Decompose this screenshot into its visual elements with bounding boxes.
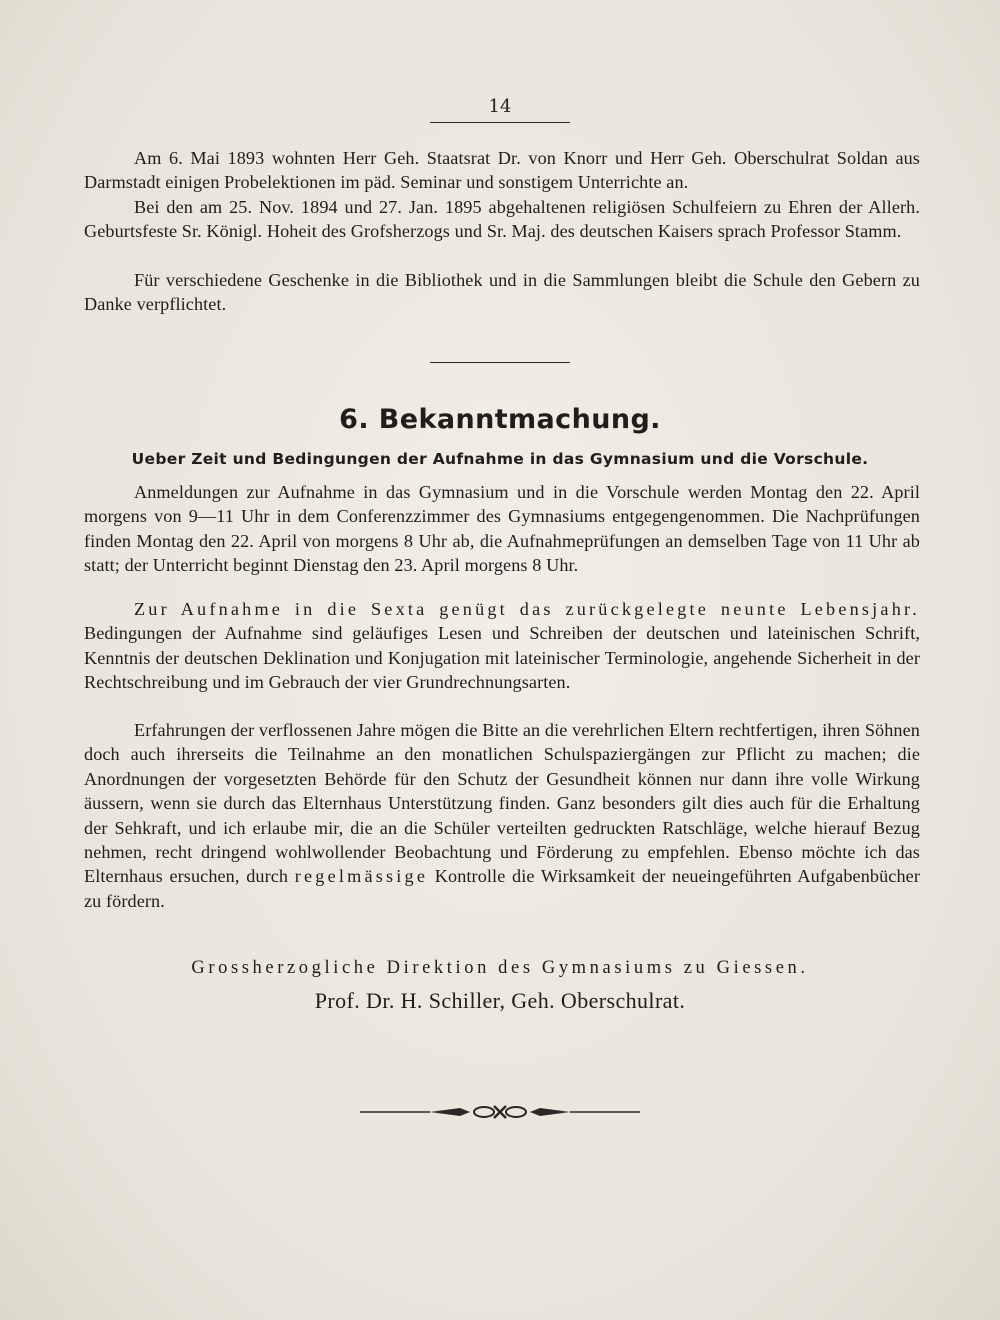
paragraph-celebrations: Bei den am 25. Nov. 1894 und 27. Jan. 1895 abgehaltenen religiösen Schulfeiern zu Ehren der Allerh. Geburtsfeste Sr. Königl. Hoheit des Grofsherzogs und Sr. Maj. des deutschen Kaisers sprach Professor Stamm. [84,197,920,242]
parent-request-text-b: Kontrolle die Wirksamkeit der neueingeführten Aufgabenbücher zu fördern. [84,866,920,911]
parent-request-text-a: Erfahrungen der verflossenen Jahre mögen die Bitte an die verehrlichen Eltern rechtfertigen, ihren Söhnen doch auch ihrerseits die Teilnahme an den monatlichen Schulspaziergängen zur Pflicht zu machen; die Anordnungen der vorgesetzten Behörde für den Schutz der Gesundheit können nur dann ihre volle Wirkung äussern, wenn sie durch das Elternhaus Unterstützung finden. Ganz besonders gilt dies auch für die Erhaltung der Sehkraft, und ich erlaube mir, die an die Schüler verteilten gedruckten Ratschläge, welche hierauf Bezug nehmen, recht dringend wohlwollender Beobachtung und Förderung zu empfehlen. Ebenso möchte ich das Elternhaus ersuchen, durch [84,720,920,887]
page-number: 14 [488,96,512,117]
admission-requirements-text: Bedingungen der Aufnahme sind geläufiges Lesen und Schreiben der deutschen und lateinischen Schrift, Kenntnis der deutschen Deklination und Konjugation mit lateinischer Terminologie, angehende Sicherheit in der Rechtschreibung und im Gebrauch der vier Grundrechnungsarten. [84,623,920,693]
header-rule [430,122,570,123]
paragraph-visit: Am 6. Mai 1893 wohnten Herr Geh. Staatsrat Dr. von Knorr und Herr Geh. Oberschulrat Soldan aus Darmstadt einigen Probelektionen im päd. Seminar und sonstigem Unterrichte an. [84,148,920,193]
closing-ornament-icon [360,1100,640,1124]
paragraph-gifts: Für verschiedene Geschenke in die Bibliothek und in die Sammlungen bleibt die Schule den Gebern zu Danke verpflichtet. [84,270,920,315]
section-title: 6. Bekanntmachung. [339,404,661,435]
signature-institution: Grossherzogliche Direktion des Gymnasiums zu Giessen. [191,958,809,978]
paragraph-registration: Anmeldungen zur Aufnahme in das Gymnasium und in die Vorschule werden Montag den 22. April morgens von 9—11 Uhr in dem Conferenzzimmer des Gymnasiums entgegengenommen. Die Nachprüfungen finden Montag den 22. April von morgens 8 Uhr ab, die Aufnahmeprüfungen an demselben Tage von 11 Uhr ab statt; der Unterricht beginnt Dienstag den 23. April morgens 8 Uhr. [84,482,920,576]
regular-control-emphasis: regelmässige [294,866,429,887]
section-divider-rule [430,362,570,363]
admission-age-emphasis: Zur Aufnahme in die Sexta genügt das zurückgelegte neunte Lebensjahr. [134,599,920,619]
section-subtitle: Ueber Zeit und Bedingungen der Aufnahme in das Gymnasium und die Vorschule. [131,450,869,468]
paragraph-admission-requirements [84,597,920,695]
paragraph-parent-request [84,718,920,913]
signature-name: Prof. Dr. H. Schiller, Geh. Oberschulrat. [314,988,686,1013]
